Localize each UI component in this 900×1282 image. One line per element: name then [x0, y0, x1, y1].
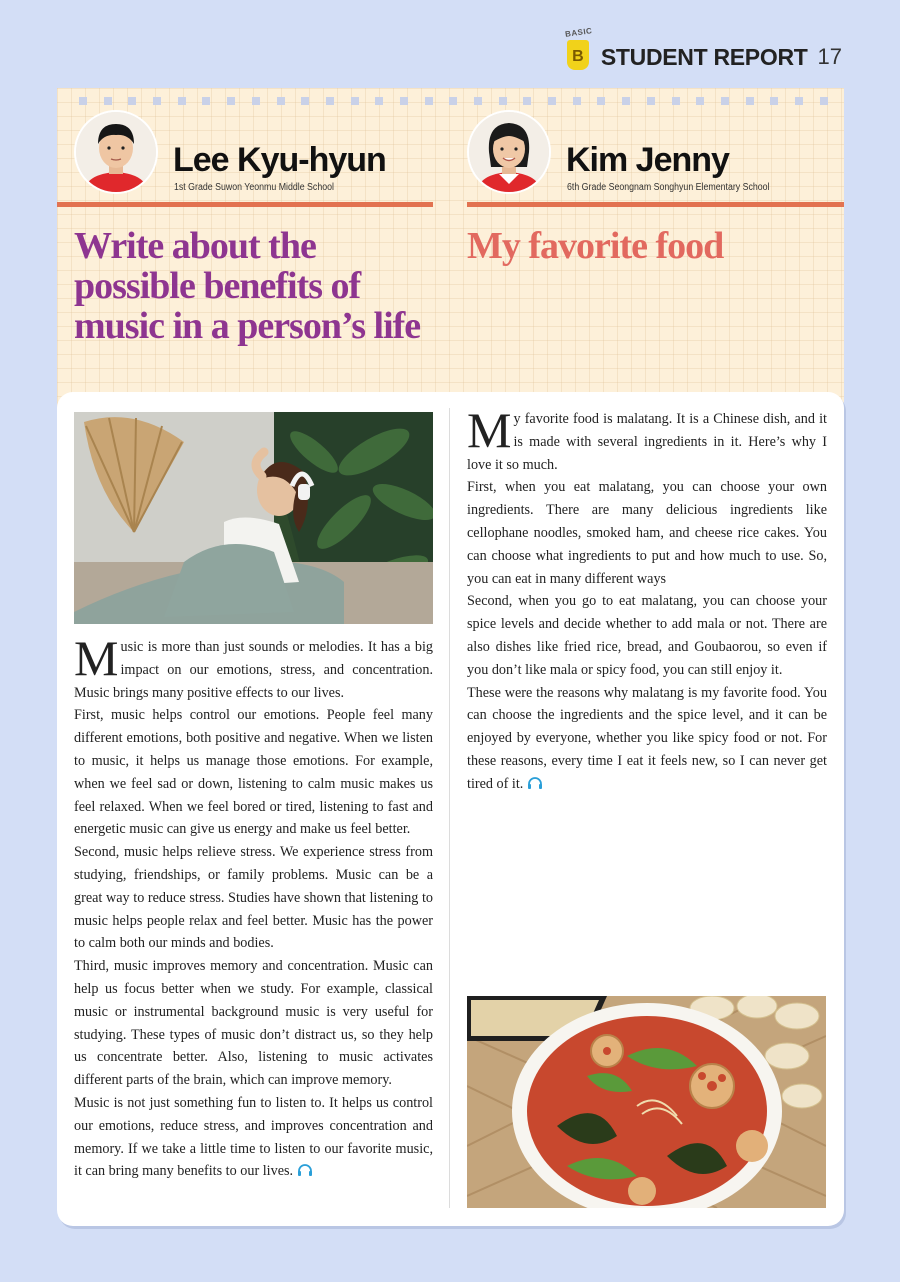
paragraph: My favorite food is malatang. It is a Chinese dish, and it is made with several ingredients in it. Here’s why I love it so much.: [467, 402, 827, 473]
badge-basic-label: BASIC: [564, 26, 593, 39]
author-school-right: 6th Grade Seongnam Songhyun Elementary School: [567, 182, 770, 193]
section-title: STUDENT REPORT: [600, 43, 808, 70]
badge-letter: B: [567, 40, 589, 70]
page-number: 17: [817, 44, 842, 69]
column-divider: [449, 408, 450, 1208]
article-body-left: [74, 630, 433, 1183]
author-avatar-left: [74, 110, 158, 194]
article-body-right: [467, 402, 827, 796]
malatang-bowl-icon: [467, 996, 826, 1208]
dropcap-left: M: [74, 630, 119, 686]
author-underline-left: [57, 202, 433, 207]
paragraph: Music is more than just sounds or melodies. It has a big impact on our emotions, stress, and concentration. Music brings many positive effects to our lives.: [74, 630, 433, 701]
binder-holes: [79, 97, 828, 105]
paragraph: First, music helps control our emotions. People feel many different emotions, both positive and negative. When we listen to music, it helps us manage those emotions. For example, when we feel sad or down, listening to calm music makes us feel relaxed. When we feel bored or tired, listening to fast and energetic music can give us energy and make us feel better.: [74, 707, 433, 838]
paragraph: Music is not just something fun to listen to. It helps us control our emotions, reduce stress, and improves concentration and memory. If we take a little time to listen to our favorite music, it can bring many benefits to our lives.: [74, 1094, 433, 1180]
author-school-left: 1st Grade Suwon Yeonmu Middle School: [174, 182, 334, 193]
author-name-right: Kim Jenny: [566, 141, 729, 179]
music-photo: [74, 412, 433, 624]
dropcap-right: M: [467, 402, 512, 458]
malatang-photo: [467, 996, 826, 1208]
paragraph: Second, when you go to eat malatang, you can choose your spice levels and decide whether to add mala or not. There are also dishes like fried rice, bread, and Goubaorou, so even if you don’t like mala or spicy food, you can still enjoy it.: [467, 593, 827, 678]
basic-badge-icon: [565, 28, 595, 74]
paragraph: These were the reasons why malatang is my favorite food. You can choose the ingredients and the spice level, and it can be enjoyed by everyone, whether you like spicy food or not. For these reasons, every time I eat it feels new, so I can never get tired of it.: [467, 684, 827, 792]
headphones-icon: [527, 777, 543, 789]
girl-portrait-icon: [469, 112, 549, 192]
report-header: [565, 28, 842, 74]
paragraph: Third, music improves memory and concentration. Music can help us focus better when we study. For example, classical music or instrumental background music is very useful for studying. These types of music don’t distract us, so they help us concentrate better. Also, listening to music activates different parts of the brain, which can improve memory.: [74, 958, 433, 1089]
article-title-left: Write about the possible benefits of music in a person’s life: [74, 225, 421, 347]
author-underline-right: [467, 202, 844, 207]
author-avatar-right: [467, 110, 551, 194]
headphones-icon: [297, 1164, 313, 1176]
paragraph: First, when you eat malatang, you can choose your own ingredients. There are many delicious ingredients like cellophane noodles, smoked ham, and cheese rice cakes. You can choose what ingredients to put and how much to use. So, you can eat in many different ways: [467, 479, 827, 587]
paragraph: Second, music helps relieve stress. We experience stress from studying, friendships, or family problems. Music can be a great way to reduce stress. Studies have shown that listening to music helps people relax and feel better. Music has the power to calm both our minds and bodies.: [74, 844, 433, 952]
author-name-left: Lee Kyu-hyun: [173, 141, 386, 179]
woman-listening-to-music-icon: [74, 412, 433, 624]
article-title-right: My favorite food: [467, 225, 724, 267]
boy-portrait-icon: [76, 112, 156, 192]
